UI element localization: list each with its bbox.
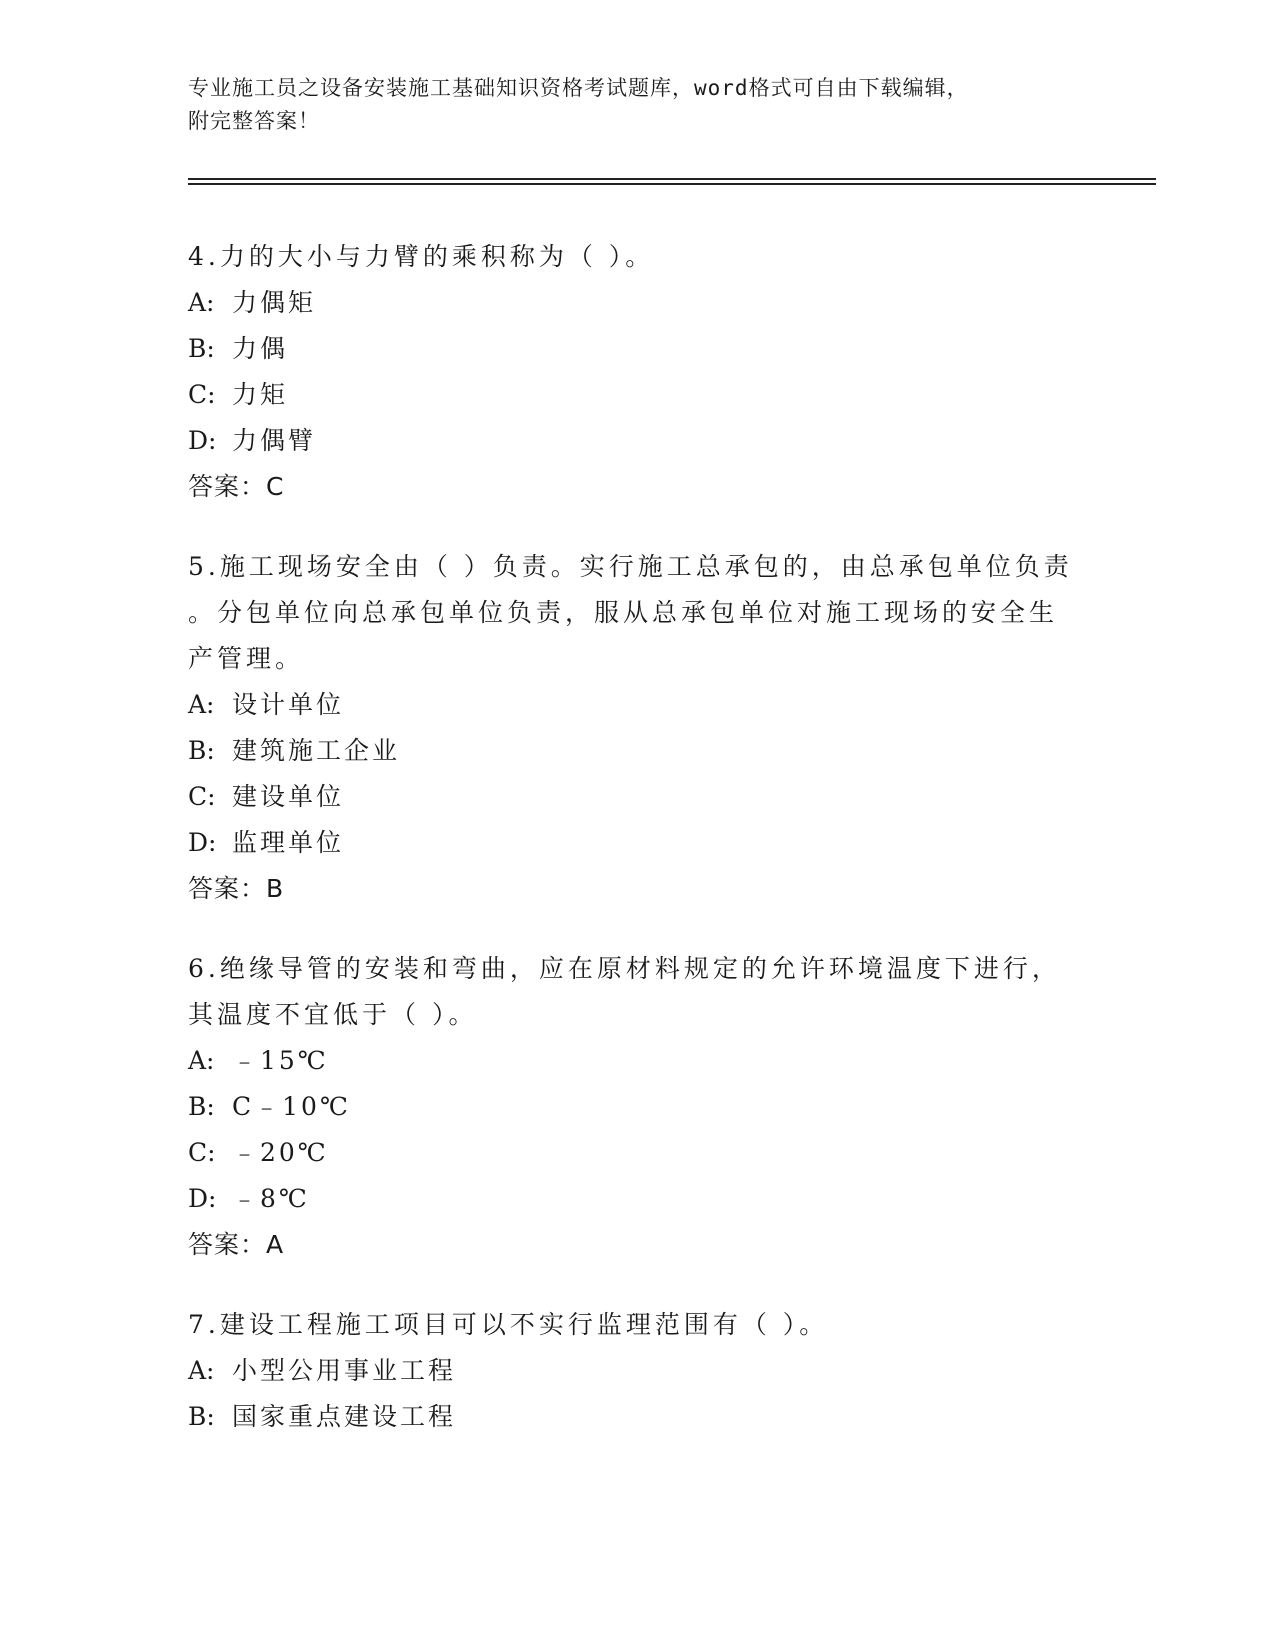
question-stem-line: 产管理。 (188, 644, 305, 673)
option-letter: D: (188, 828, 217, 857)
question-stem-line: 7.建设工程施工项目可以不实行监理范围有（ ）。 (188, 1310, 829, 1339)
question-stem-line: 4.力的大小与力臂的乘积称为（ ）。 (188, 242, 655, 271)
option-text: 设计单位 (232, 690, 345, 719)
option-text: ﹣20℃ (232, 1138, 329, 1167)
correct-answer: 答案：C (188, 472, 285, 501)
answer-option (188, 280, 1088, 326)
option-text: 建筑施工企业 (232, 736, 401, 765)
option-text: 力偶 (232, 334, 289, 363)
option-text: 建设单位 (232, 782, 345, 811)
correct-answer: 答案：A (188, 1230, 285, 1259)
answer-option (188, 418, 1088, 464)
option-text: ﹣15℃ (232, 1046, 329, 1075)
question-item (188, 1302, 1088, 1440)
option-letter: B: (188, 1402, 215, 1431)
answer-option (188, 1130, 1088, 1176)
answer-option (188, 1176, 1088, 1222)
header-divider-bottom (188, 183, 1156, 185)
answer-option (188, 1394, 1088, 1440)
answer-option (188, 682, 1088, 728)
question-list (188, 234, 1088, 1474)
option-letter: D: (188, 1184, 217, 1213)
question-stem-line: 。分包单位向总承包单位负责，服从总承包单位对施工现场的安全生 (188, 598, 1059, 627)
option-letter: C: (188, 1138, 216, 1167)
option-text: ﹣8℃ (232, 1184, 310, 1213)
question-stem-line: 5.施工现场安全由（ ）负责。实行施工总承包的，由总承包单位负责 (188, 552, 1073, 581)
option-letter: B: (188, 736, 215, 765)
answer-option (188, 1348, 1088, 1394)
option-letter: B: (188, 334, 215, 363)
answer-option (188, 820, 1088, 866)
option-letter: C: (188, 782, 216, 811)
question-item (188, 234, 1088, 510)
question-item (188, 544, 1088, 912)
option-letter: A: (188, 1046, 215, 1075)
option-letter: B: (188, 1092, 215, 1121)
correct-answer: 答案：B (188, 874, 285, 903)
answer-option (188, 1038, 1088, 1084)
option-text: 力矩 (232, 380, 289, 409)
question-stem-line: 6.绝缘导管的安装和弯曲，应在原材料规定的允许环境温度下进行， (188, 954, 1061, 983)
option-text: 力偶臂 (232, 426, 317, 455)
option-letter: D: (188, 426, 217, 455)
answer-option (188, 728, 1088, 774)
option-letter: C: (188, 380, 216, 409)
option-text: 力偶矩 (232, 288, 317, 317)
option-text: 小型公用事业工程 (232, 1356, 457, 1385)
option-text: 国家重点建设工程 (232, 1402, 457, 1431)
question-stem-line: 其温度不宜低于（ ）。 (188, 1000, 478, 1029)
answer-option (188, 372, 1088, 418)
header-divider-top (188, 178, 1156, 180)
answer-option (188, 1084, 1088, 1130)
header-title-line-2: 附完整答案！ (188, 109, 320, 133)
answer-option (188, 326, 1088, 372)
option-letter: A: (188, 1356, 215, 1385)
option-text: C﹣10℃ (232, 1092, 351, 1121)
option-letter: A: (188, 288, 215, 317)
option-letter: A: (188, 690, 215, 719)
document-header (188, 72, 1068, 138)
answer-option (188, 774, 1088, 820)
option-text: 监理单位 (232, 828, 345, 857)
question-item (188, 946, 1088, 1268)
header-title-line-1: 专业施工员之设备安装施工基础知识资格考试题库，word格式可自由下载编辑， (188, 76, 969, 100)
